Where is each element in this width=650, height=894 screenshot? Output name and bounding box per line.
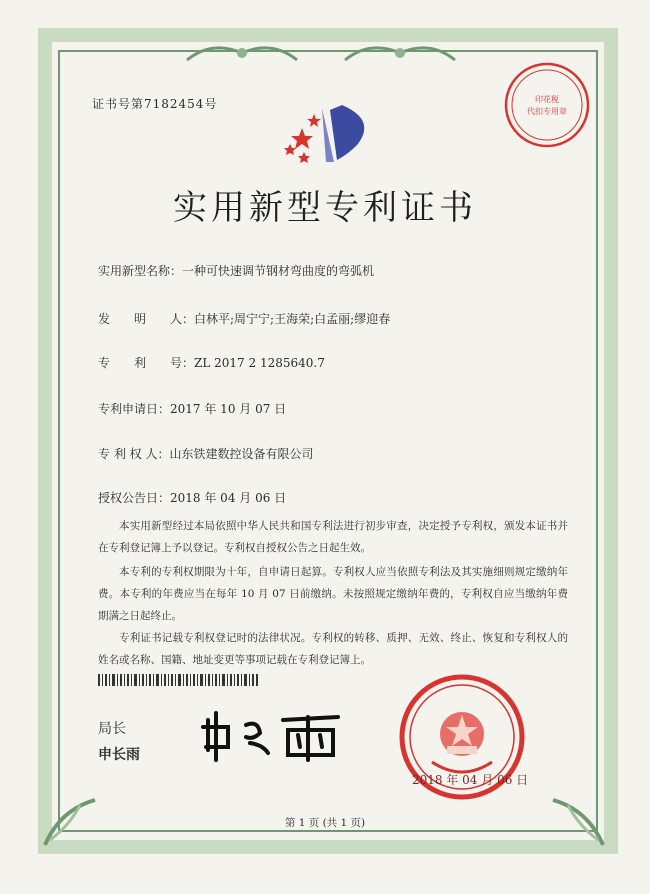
field-grant-date (98, 489, 286, 506)
director-signature (198, 705, 348, 765)
field-value: 2018 年 04 月 06 日 (170, 491, 287, 505)
field-patentee (98, 445, 313, 462)
field-application-date (98, 400, 286, 417)
field-label: 专 利 权 人： (98, 447, 170, 461)
field-value: 白林平;周宁宁;王海荣;白孟丽;缪迎春 (194, 312, 391, 326)
paragraph-legal-status: 专利证书记载专利权登记时的法律状况。专利权的转移、质押、无效、终止、恢复和专利权人的姓名或名称、国籍、地址变更等事项记载在专利登记簿上。 (98, 632, 568, 666)
field-inventors (98, 310, 390, 327)
tax-stamp-seal (502, 60, 592, 150)
field-value: 山东铁建数控设备有限公司 (169, 447, 314, 461)
top-left-ornament (182, 40, 302, 66)
page-number-footer: 第 1 页 (共 1 页) (284, 817, 366, 829)
field-label: 实用新型名称： (98, 264, 183, 278)
director-name: 申长雨 (98, 747, 140, 763)
certificate-title: 实用新型专利证书 (173, 188, 477, 228)
field-label: 专利申请日： (98, 402, 171, 416)
field-value: 2017 年 10 月 07 日 (170, 402, 287, 416)
paragraph-term-and-fees: 本专利的专利权期限为十年，自申请日起算。专利权人应当依照专利法及其实施细则规定缴纳年费。本专利的年费应当在每年 10 月 07 日前缴纳。未按照规定缴纳年费的，专利权自应当缴纳年费期满之日起终止。 (98, 566, 568, 622)
tax-stamp-line1: 印花税 (535, 95, 559, 104)
tax-stamp-line2: 代扣专用章 (527, 107, 567, 116)
director-title: 局长 (98, 721, 126, 737)
field-value: ZL 2017 2 1285640.7 (194, 356, 325, 370)
certificate-number: 证书号第7182454号 (92, 97, 218, 111)
top-right-ornament (340, 40, 460, 66)
field-patent-number (98, 354, 325, 371)
paragraph-grant-statement: 本实用新型经过本局依照中华人民共和国专利法进行初步审查，决定授予专利权，颁发本证书并在专利登记簿上予以登记。专利权自授权公告之日起生效。 (98, 520, 568, 554)
field-utility-model-name (98, 262, 374, 279)
field-label: 授权公告日： (98, 491, 171, 505)
field-value: 一种可快速调节钢材弯曲度的弯弧机 (182, 264, 375, 278)
seal-date: 2018 年 04 月 06 日 (412, 773, 529, 787)
field-label: 专 利 号： (98, 356, 195, 370)
patent-office-logo-icon (282, 100, 382, 170)
field-label: 发 明 人： (98, 312, 195, 326)
barcode (98, 674, 258, 686)
